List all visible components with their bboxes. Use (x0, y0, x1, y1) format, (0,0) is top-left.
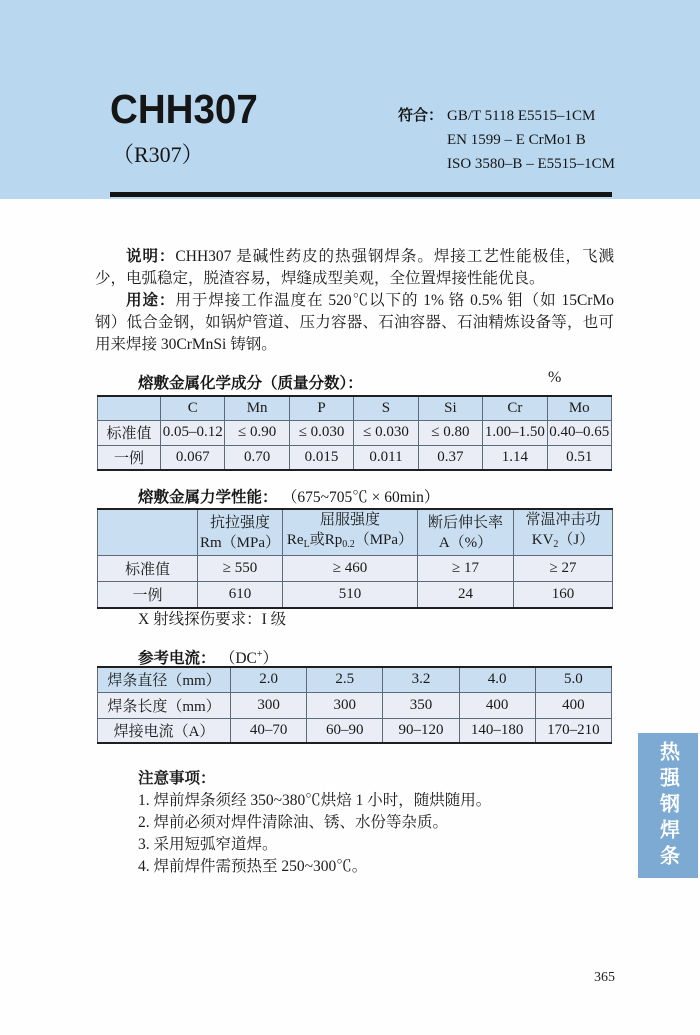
superscript: + (256, 648, 263, 660)
chem-col-header: C (161, 396, 225, 420)
description-text: CHH307 是碱性药皮的热强钢焊条。焊接工艺性能极佳，飞溅少，电弧稳定，脱渣容易，焊缝成型美观，全位置焊接性能优良。 (95, 248, 614, 287)
header-frag: （J） (558, 532, 595, 548)
description-paragraph (95, 246, 614, 290)
mech-corner-cell (98, 509, 198, 556)
chem-col-header: Mo (547, 396, 611, 420)
current-cell: 5.0 (535, 667, 611, 692)
note-item: 1. 焊前焊条须经 350~380℃烘焙 1 小时，随烘随用。 (138, 792, 492, 809)
chem-unit: % (548, 369, 562, 386)
header-line: 抗拉强度 (209, 514, 270, 531)
header-line: 屈服强度 (319, 512, 380, 528)
note-item: 3. 采用短弧窄道焊。 (138, 836, 278, 853)
current-length-row (98, 692, 612, 718)
chem-col-header: Si (418, 396, 482, 420)
usage-text: 用于焊接工作温度在 520℃以下的 1% 铬 0.5% 钼（如 15CrMo 钢）低合金钢，如锅炉管道、压力容器、石油容器、石油精炼设备等，也可用来焊接 30CrMnSi 铸钢。 (95, 292, 614, 353)
mech-row-label: 一例 (98, 582, 198, 608)
current-amperage-row (98, 718, 612, 743)
mech-cell: 24 (418, 582, 514, 608)
current-cell: 300 (307, 692, 383, 718)
current-cell: 400 (535, 692, 611, 718)
usage-label: 用途： (126, 292, 176, 309)
mech-cell: ≥ 17 (418, 556, 514, 582)
chem-cell: 1.14 (483, 445, 547, 470)
current-cell: 3.2 (383, 667, 459, 692)
chem-row-label: 标准值 (98, 420, 161, 445)
current-cell: 300 (231, 692, 307, 718)
mech-cell: ≥ 550 (198, 556, 283, 582)
note-item: 4. 焊前焊件需预热至 250~300℃。 (138, 858, 368, 875)
chem-cell: 0.067 (161, 445, 225, 470)
mech-cell: 160 (514, 582, 613, 608)
chem-cell: ≤ 0.030 (289, 420, 353, 445)
current-cell: 2.5 (307, 667, 383, 692)
current-condition (220, 650, 278, 667)
mech-cell: 510 (283, 582, 418, 608)
header-line: Rm（MPa） (199, 534, 280, 551)
current-cell: 400 (459, 692, 535, 718)
chem-col-header: P (289, 396, 353, 420)
page-number: 365 (594, 970, 615, 985)
current-cell: 40–70 (231, 718, 307, 743)
mech-table (97, 508, 613, 609)
usage-paragraph (95, 290, 614, 356)
current-cell: 350 (383, 692, 459, 718)
description-label: 说明： (126, 248, 176, 265)
chem-cell: 0.015 (289, 445, 353, 470)
conform-label: 符合： (398, 107, 444, 124)
chem-cell: 0.70 (225, 445, 289, 470)
chem-col-header: Mn (225, 396, 289, 420)
header-frag: Re (286, 532, 304, 548)
current-row-label: 焊条长度（mm） (98, 692, 231, 718)
chem-cell: 0.37 (418, 445, 482, 470)
notes-title: 注意事项： (138, 770, 216, 787)
mech-row-label: 标准值 (98, 556, 198, 582)
chem-cell: 0.011 (354, 445, 418, 470)
chem-cell: ≤ 0.030 (354, 420, 418, 445)
current-cell: 4.0 (459, 667, 535, 692)
chem-row-label: 一例 (98, 445, 161, 470)
standard-line: EN 1599 – E CrMo1 B (447, 132, 586, 148)
chem-cell: 0.05–0.12 (161, 420, 225, 445)
current-cell: 90–120 (383, 718, 459, 743)
header-frag: （MPa） (354, 532, 414, 548)
standard-line: ISO 3580–B – E5515–1CM (447, 156, 615, 172)
subscript: 0.2 (342, 539, 355, 550)
divider-rule (110, 192, 612, 197)
note-item: 2. 焊前必须对焊件清除油、锈、水份等杂质。 (138, 814, 449, 831)
chem-table (97, 395, 612, 471)
mech-example-row (98, 582, 613, 608)
current-cell: 60–90 (307, 718, 383, 743)
category-side-tab (638, 733, 698, 878)
current-row-label: 焊接电流（A） (98, 718, 231, 743)
current-cell: 2.0 (231, 667, 307, 692)
mech-section-title (138, 485, 439, 507)
mech-header-row (98, 509, 613, 556)
mech-col-header-tensile (198, 509, 283, 556)
chem-corner-cell (98, 396, 161, 420)
header-frag: KV (531, 532, 554, 548)
xray-note: X 射线探伤要求：I 级 (138, 611, 287, 628)
mech-standard-row (98, 556, 613, 582)
header-line: 常温冲击功 (525, 512, 601, 528)
product-title: CHH307 (110, 86, 258, 132)
subscript: 2 (553, 539, 559, 550)
cond-frag: ） (262, 650, 279, 667)
mech-title-text: 熔敷金属力学性能： (138, 489, 278, 506)
mech-col-header-impact (514, 509, 613, 556)
subscript: L (303, 539, 310, 550)
chem-standard-row (98, 420, 612, 445)
standards-list (447, 104, 615, 176)
header-frag: 或Rp (309, 532, 343, 548)
current-section-title (138, 646, 278, 668)
chem-col-header: Cr (483, 396, 547, 420)
chem-cell: ≤ 0.80 (418, 420, 482, 445)
notes-block (138, 768, 578, 878)
current-cell: 170–210 (535, 718, 611, 743)
chem-header-row (98, 396, 612, 420)
standards-block (398, 104, 615, 176)
mech-col-header-elongation (418, 509, 514, 556)
chem-cell: ≤ 0.90 (225, 420, 289, 445)
header-line: 断后伸长率 (427, 514, 503, 531)
chem-cell: 0.40–0.65 (547, 420, 611, 445)
standard-line: GB/T 5118 E5515–1CM (447, 108, 596, 124)
mech-condition: （675~705℃ × 60min） (281, 489, 440, 506)
mech-cell: ≥ 460 (283, 556, 418, 582)
current-diameter-row (98, 667, 612, 692)
chem-cell: 1.00–1.50 (483, 420, 547, 445)
header-line: A（%） (438, 534, 493, 551)
chem-col-header: S (354, 396, 418, 420)
mech-cell: 610 (198, 582, 283, 608)
product-code: （R307） (112, 142, 204, 167)
current-row-label: 焊条直径（mm） (98, 667, 231, 692)
chem-cell: 0.51 (547, 445, 611, 470)
current-title-text: 参考电流： (138, 650, 216, 667)
chem-section-title: 熔敷金属化学成分（质量分数）： (138, 375, 363, 392)
cond-frag: （DC (219, 650, 257, 667)
current-cell: 140–180 (459, 718, 535, 743)
current-table (97, 666, 612, 744)
mech-col-header-yield (283, 509, 418, 556)
chem-example-row (98, 445, 612, 470)
side-tab-label: 热强钢焊条 (656, 740, 679, 871)
mech-cell: ≥ 27 (514, 556, 613, 582)
